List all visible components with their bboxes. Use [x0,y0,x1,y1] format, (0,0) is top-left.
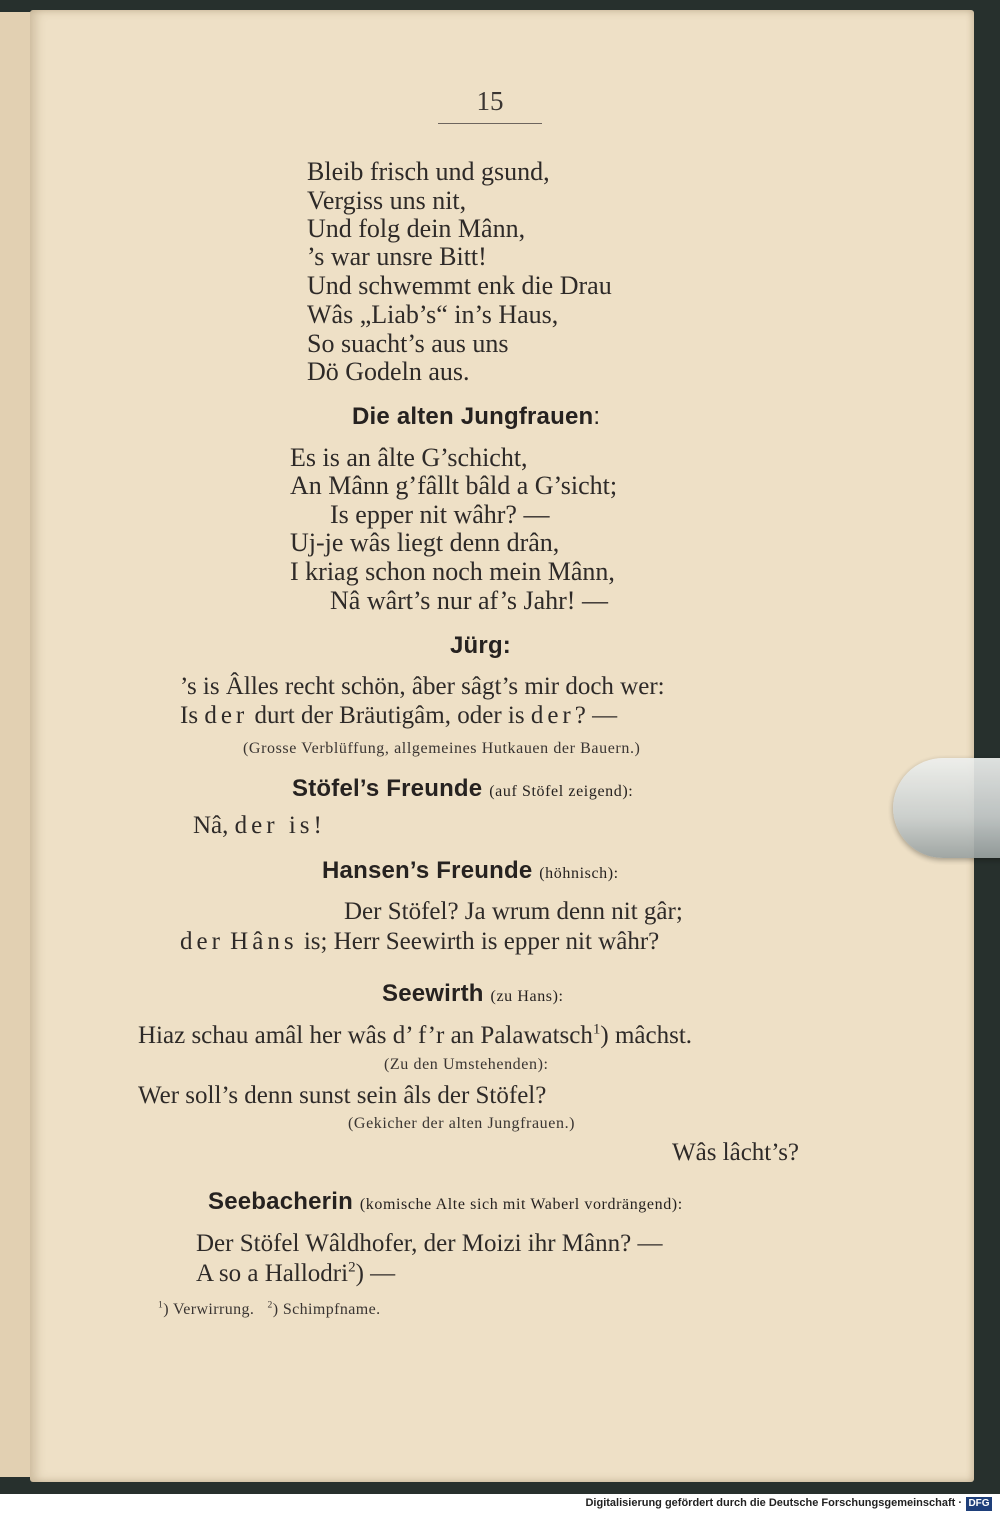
dialogue-line: Wâs lâcht’s? [672,1139,800,1166]
verse-line: Und schwemmt enk die Drau [307,271,612,300]
verse-line: An Mânn g’fâllt bâld a G’sicht; [290,471,618,500]
verse-line: Es is an âlte G’schicht, [290,443,528,472]
stage-direction: (Grosse Verblüffung, allgemeines Hutkauen der Bauern.) [243,740,641,757]
dialogue-line: Is der durt der Bräutigâm, oder is der? — [180,702,618,729]
dialogue-line: Wer soll’s denn sunst sein âls der Stöfel? [138,1082,547,1109]
stage-direction: (Gekicher der alten Jungfrauen.) [348,1115,576,1132]
speaker-seewirth: Seewirth (zu Hans): [382,980,564,1007]
dialogue-line: Hiaz schau amâl her wâs d’ f’r an Palawatsch$^1$) mâchst. [138,1021,693,1049]
dfg-logo-icon: DFG [966,1497,992,1511]
verse-line: Dö Godeln aus. [307,357,470,386]
verse-line: Wâs „Liab’s“ in’s Haus, [307,300,559,329]
funding-banner [0,1494,1000,1514]
speaker-hansens-freunde: Hansen’s Freunde (höhnisch): [322,857,619,884]
stage-direction: (Zu den Umstehenden): [384,1056,549,1073]
verse-line: Is epper nit wâhr? — [330,500,550,529]
dialogue-line: der Hâns is; Herr Seewirth is epper nit wâhr? [180,928,660,955]
speaker-alte-jungfrauen [352,403,600,431]
verse-line: Vergiss uns nit, [307,186,467,215]
verse-line: Bleib frisch und gsund, [307,157,550,186]
speaker-jurg: Jürg: [450,632,511,659]
page-number: 15 [438,86,542,124]
speaker-stoefels-freunde: Stöfel’s Freunde (auf Stöfel zeigend): [292,775,634,802]
speaker-colon: : [593,403,601,430]
verse-line: Und folg dein Mânn, [307,214,526,243]
page-clip [893,758,1000,858]
verse-line: Nâ wârt’s nur af’s Jahr! — [330,586,608,615]
speaker-seebacherin: Seebacherin (komische Alte sich mit Waberl vordrängend): [208,1188,683,1215]
dialogue-line: Nâ, der is! [193,812,326,839]
verse-line: Uj-je wâs liegt denn drân, [290,528,560,557]
speaker-name: Die alten Jungfrauen [352,403,594,430]
dialogue-line: Der Stöfel? Ja wrum denn nit gâr; [344,898,683,925]
banner-text: Digitalisierung gefördert durch die Deutsche Forschungsgemeinschaft · [585,1497,962,1509]
facing-page-edge [0,12,34,1477]
dialogue-line: ’s is Âlles recht schön, âber sâgt’s mir doch wer: [180,673,665,700]
footnotes: $^1$) Verwirrung. $^2$) Schimpfname. [158,1299,381,1318]
verse-line: So suacht’s aus uns [307,329,509,358]
verse-line: I kriag schon noch mein Mânn, [290,557,615,586]
dialogue-line: Der Stöfel Wâldhofer, der Moizi ihr Mânn? — [196,1230,663,1257]
verse-line: ’s war unsre Bitt! [307,242,487,271]
dialogue-line: A so a Hallodri$^2$) — [196,1259,396,1287]
